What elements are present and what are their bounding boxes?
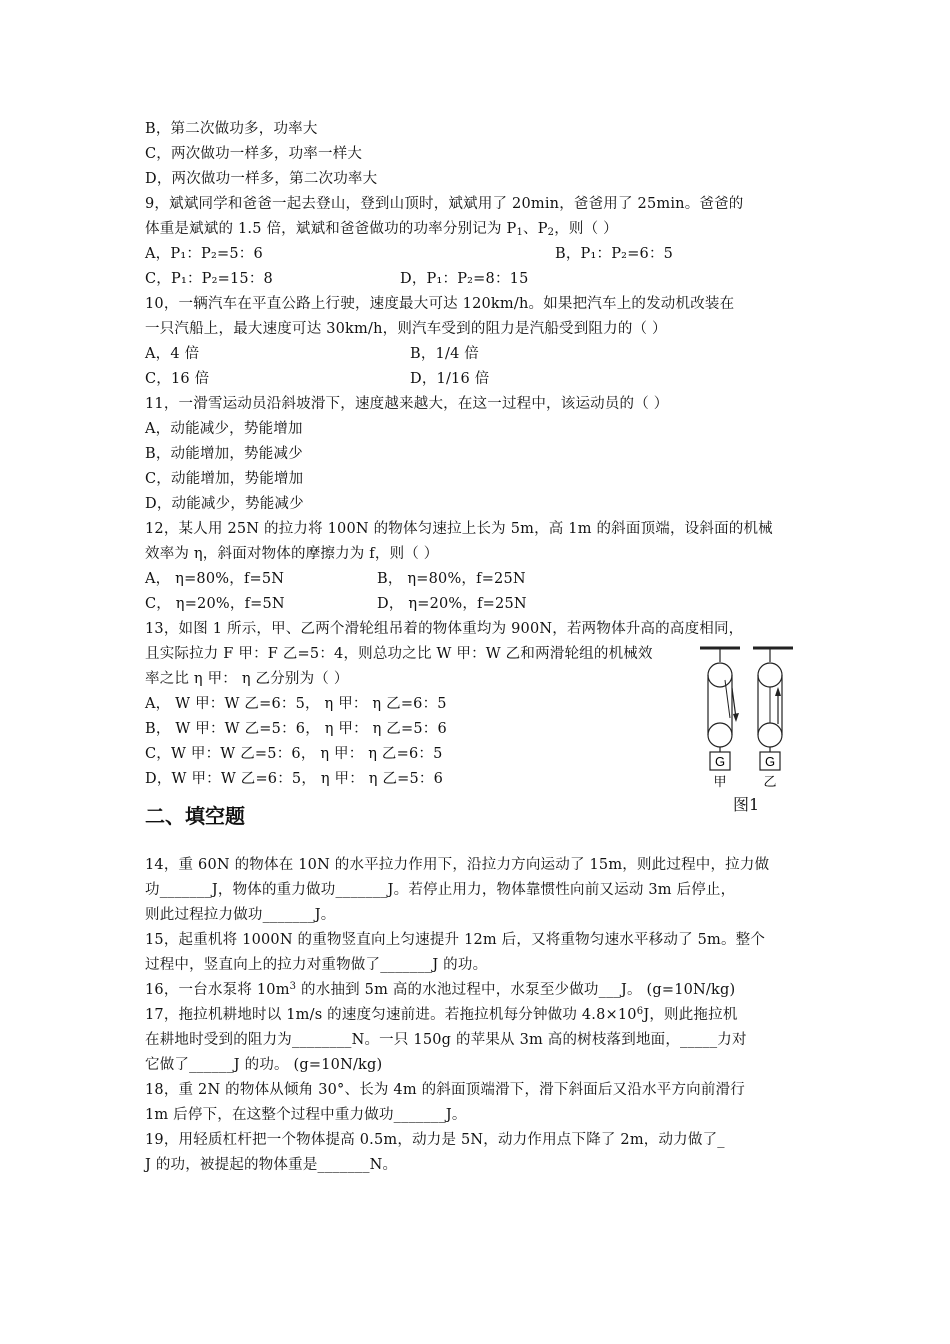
question-10-options-row2	[145, 367, 490, 391]
question-17-line1: 17，拖拉机耕地时以 1m/s 的速度匀速前进。若拖拉机每分钟做功 $4.8\times 10^6J$，则此拖拉机	[145, 1006, 738, 1023]
option-12a: A， η=80%，f=5N	[145, 571, 285, 587]
question-12-line1: 12，某人用 25N 的拉力将 100N 的物体匀速拉上长为 5m，高 1m 的斜面顶端，设斜面的机械	[145, 521, 773, 537]
question-15-line2: 过程中，竖直向上的拉力对重物做了_______J 的功。	[145, 957, 488, 973]
question-11: 11，一滑雪运动员沿斜坡滑下，速度越来越大，在这一过程中，该运动员的（ ）	[145, 396, 669, 412]
option-10a: A，4 倍	[145, 346, 200, 362]
option-9b: B，P₁：P₂=6：5	[555, 246, 674, 262]
option-12d: D， η=20%，f=25N	[377, 596, 527, 612]
option-10d: D，1/16 倍	[410, 371, 490, 387]
figure-label-jia: 甲	[713, 775, 727, 790]
question-18-line2: 1m 后停下，在这整个过程中重力做功_______J。	[145, 1107, 467, 1123]
question-10-line2: 一只汽船上，最大速度可达 30km/h，则汽车受到的阻力是汽船受到阻力的（ ）	[145, 321, 667, 337]
question-16: 16，一台水泵将 $10m^3$ 的水抽到 5m 高的水池过程中，水泵至少做功___J。 (g=10N/kg)	[145, 981, 736, 998]
question-10-options-row1	[145, 342, 480, 366]
option-13c: C，W 甲：W 乙=5：6， η 甲： η 乙=6：5	[145, 746, 443, 762]
option-8b: B，第二次做功多，功率大	[145, 121, 318, 137]
question-12-options-row1	[145, 567, 526, 591]
question-14-line1: 14，重 60N 的物体在 10N 的水平拉力作用下，沿拉力方向运动了 15m，则此过程中，拉力做	[145, 857, 770, 873]
question-9-options-row1	[145, 242, 674, 266]
question-12-line2: 效率为 η，斜面对物体的摩擦力为 f，则（ ）	[145, 546, 439, 562]
question-14-line3: 则此过程拉力做功_______J。	[145, 907, 336, 923]
option-9d: D，P₁：P₂=8：15	[400, 271, 529, 287]
question-15-line1: 15，起重机将 1000N 的重物竖直向上匀速提升 12m 后，又将重物匀速水平移动了 5m。整个	[145, 932, 766, 948]
question-17-line3: 它做了______J 的功。 (g=10N/kg)	[145, 1057, 383, 1073]
option-11b: B，动能增加，势能减少	[145, 446, 303, 462]
question-19-line2: J 的功，被提起的物体重是_______N。	[145, 1157, 398, 1173]
figure-caption: 图1	[733, 795, 760, 814]
question-19-line1: 19，用轻质杠杆把一个物体提高 0.5m，动力是 5N，动力作用点下降了 2m，动力做了_	[145, 1132, 725, 1148]
question-18-line1: 18，重 2N 的物体从倾角 30°、长为 4m 的斜面顶端滑下，滑下斜面后又沿水平方向前滑行	[145, 1082, 745, 1098]
option-12b: B， η=80%，f=25N	[377, 571, 526, 587]
weight-block-right-label: G	[764, 754, 776, 769]
question-13-line1: 13，如图 1 所示，甲、乙两个滑轮组吊着的物体重均为 900N，若两物体升高的高度相同，	[145, 621, 744, 637]
question-12-options-row2	[145, 592, 527, 616]
option-11c: C，动能增加，势能增加	[145, 471, 304, 487]
option-10b: B，1/4 倍	[410, 346, 480, 362]
option-13a: A， W 甲：W 乙=6：5， η 甲： η 乙=6：5	[145, 696, 447, 712]
question-9-line1: 9，斌斌同学和爸爸一起去登山，登到山顶时，斌斌用了 20min，爸爸用了 25min。爸爸的	[145, 196, 744, 212]
question-9-line2: 体重是斌斌的 1.5 倍，斌斌和爸爸做功的功率分别记为 $P_1$、$P_2$，则（ ）	[145, 221, 618, 238]
question-10-line1: 10，一辆汽车在平直公路上行驶，速度最大可达 120km/h。如果把汽车上的发动机改装在	[145, 296, 735, 312]
question-14-line2: 功_______J，物体的重力做功_______J。若停止用力，物体靠惯性向前又运动 3m 后停止，	[145, 882, 736, 898]
option-11d: D，动能减少，势能减少	[145, 496, 304, 512]
figure-label-yi: 乙	[763, 775, 777, 790]
option-13b: B， W 甲：W 乙=5：6， η 甲： η 乙=5：6	[145, 721, 447, 737]
option-12c: C， η=20%，f=5N	[145, 596, 285, 612]
question-17-line2: 在耕地时受到的阻力为________N。一只 150g 的苹果从 3m 高的树枝落到地面，_____力对	[145, 1032, 747, 1048]
option-9a: A，P₁：P₂=5：6	[145, 246, 263, 262]
option-8d: D，两次做功一样多，第二次功率大	[145, 171, 378, 187]
option-8c: C，两次做功一样多，功率一样大	[145, 146, 363, 162]
option-13d: D，W 甲：W 乙=6：5， η 甲： η 乙=5：6	[145, 771, 444, 787]
weight-block-left-label: G	[714, 754, 726, 769]
question-13-line2: 且实际拉力 F 甲：F 乙=5：4，则总功之比 W 甲：W 乙和两滑轮组的机械效	[145, 646, 653, 662]
question-9-options-row2	[145, 267, 529, 291]
option-11a: A，动能减少，势能增加	[145, 421, 303, 437]
option-10c: C，16 倍	[145, 371, 210, 387]
question-13-line3: 率之比 η 甲： η 乙分别为（ ）	[145, 671, 349, 687]
option-9c: C，P₁：P₂=15：8	[145, 271, 273, 287]
section-heading: 二、填空题	[145, 804, 245, 828]
